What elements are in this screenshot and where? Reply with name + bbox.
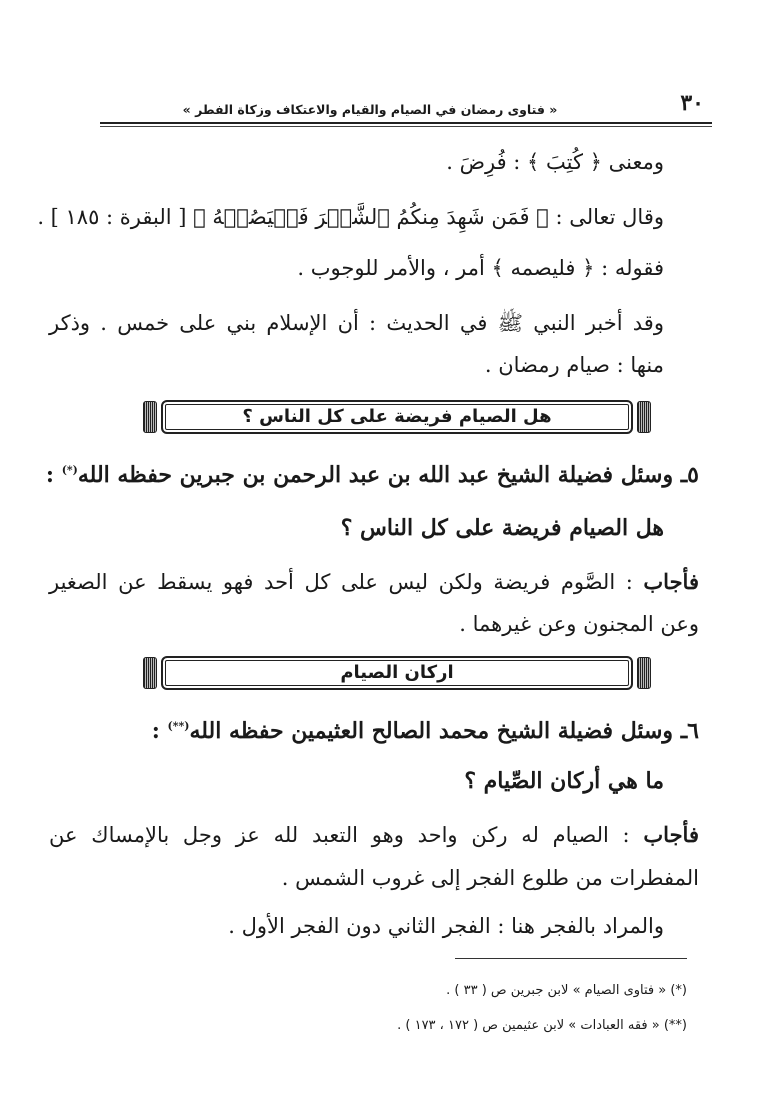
footnote-rule	[455, 958, 687, 959]
footnote-1: (*) « فتاوى الصيام » لابن جبرين ص ( ٣٣ ) .	[446, 983, 687, 998]
banner-ornament	[637, 657, 651, 689]
page-number: ٣٠	[680, 90, 704, 116]
paragraph-quran-verse: وقال تعالى : ﴿ فَمَن شَهِدَ مِنكُمُ ٱلشَّهۡرَ فَلۡيَصُمۡهُ ﴾ [ البقرة : ١٨٥ ] .	[37, 205, 664, 229]
question-5: هل الصيام فريضة على كل الناس ؟	[340, 515, 664, 541]
answer-6-line2: المفطرات من طلوع الفجر إلى غروب الشمس .	[281, 866, 699, 890]
header-rule	[100, 122, 712, 124]
answer-lead: فأجاب	[643, 569, 699, 594]
paragraph-kutiba: ومعنى ﴿ كُتِبَ ﴾ : فُرِضَ .	[446, 150, 664, 174]
banner-title: اركان الصيام	[161, 656, 633, 690]
answer-lead: فأجاب	[643, 822, 699, 847]
answer-text: : الصَّوم فريضة ولكن ليس على كل أحد فهو يسقط عن الصغير	[49, 570, 644, 594]
footnote-marker: (**)	[167, 719, 190, 733]
answer-text: : الصيام له ركن واحد وهو التعبد لله عز وجل بالإمساك عن	[49, 823, 644, 847]
banner-ornament	[143, 657, 157, 689]
running-header	[100, 88, 712, 124]
answer-6-line3: والمراد بالفجر هنا : الفجر الثاني دون الفجر الأول .	[228, 914, 664, 938]
question-colon: :	[45, 462, 62, 488]
question-text: ٦ـ وسئل فضيلة الشيخ محمد الصالح العثيمين حفظه الله	[189, 718, 699, 744]
answer-6-line1	[49, 822, 699, 847]
question-colon: :	[151, 718, 168, 744]
banner-title: هل الصيام فريضة على كل الناس ؟	[161, 400, 633, 434]
paragraph-hadith-line1: وقد أخبر النبي ﷺ في الحديث : أن الإسلام بني على خمس . وذكر	[49, 311, 664, 335]
footnote-marker: (*)	[61, 463, 78, 477]
question-text: ٥ـ وسئل فضيلة الشيخ عبد الله بن عبد الرحمن بن جبرين حفظه الله	[77, 462, 699, 488]
banner-ornament	[637, 401, 651, 433]
section-banner-arkan	[143, 656, 651, 690]
section-banner-fard	[143, 400, 651, 434]
header-rule-thin	[100, 126, 712, 127]
question-heading-6	[152, 718, 699, 744]
running-title: « فتاوى رمضان في الصيام والقيام والاعتكاف وزكاة الفطر »	[182, 102, 558, 117]
answer-5-line1	[49, 569, 699, 594]
paragraph-command: فقوله : ﴿ فليصمه ﴾ أمر ، والأمر للوجوب .	[297, 256, 664, 280]
footnote-2: (**) « فقه العبادات » لابن عثيمين ص ( ١٧٢ ، ١٧٣ ) .	[397, 1018, 687, 1033]
question-heading-5	[46, 462, 699, 488]
paragraph-hadith-line2: منها : صيام رمضان .	[484, 353, 664, 377]
question-6: ما هي أركان الصِّيام ؟	[464, 768, 664, 794]
answer-5-line2: وعن المجنون وعن غيرهما .	[459, 612, 699, 636]
banner-ornament	[143, 401, 157, 433]
